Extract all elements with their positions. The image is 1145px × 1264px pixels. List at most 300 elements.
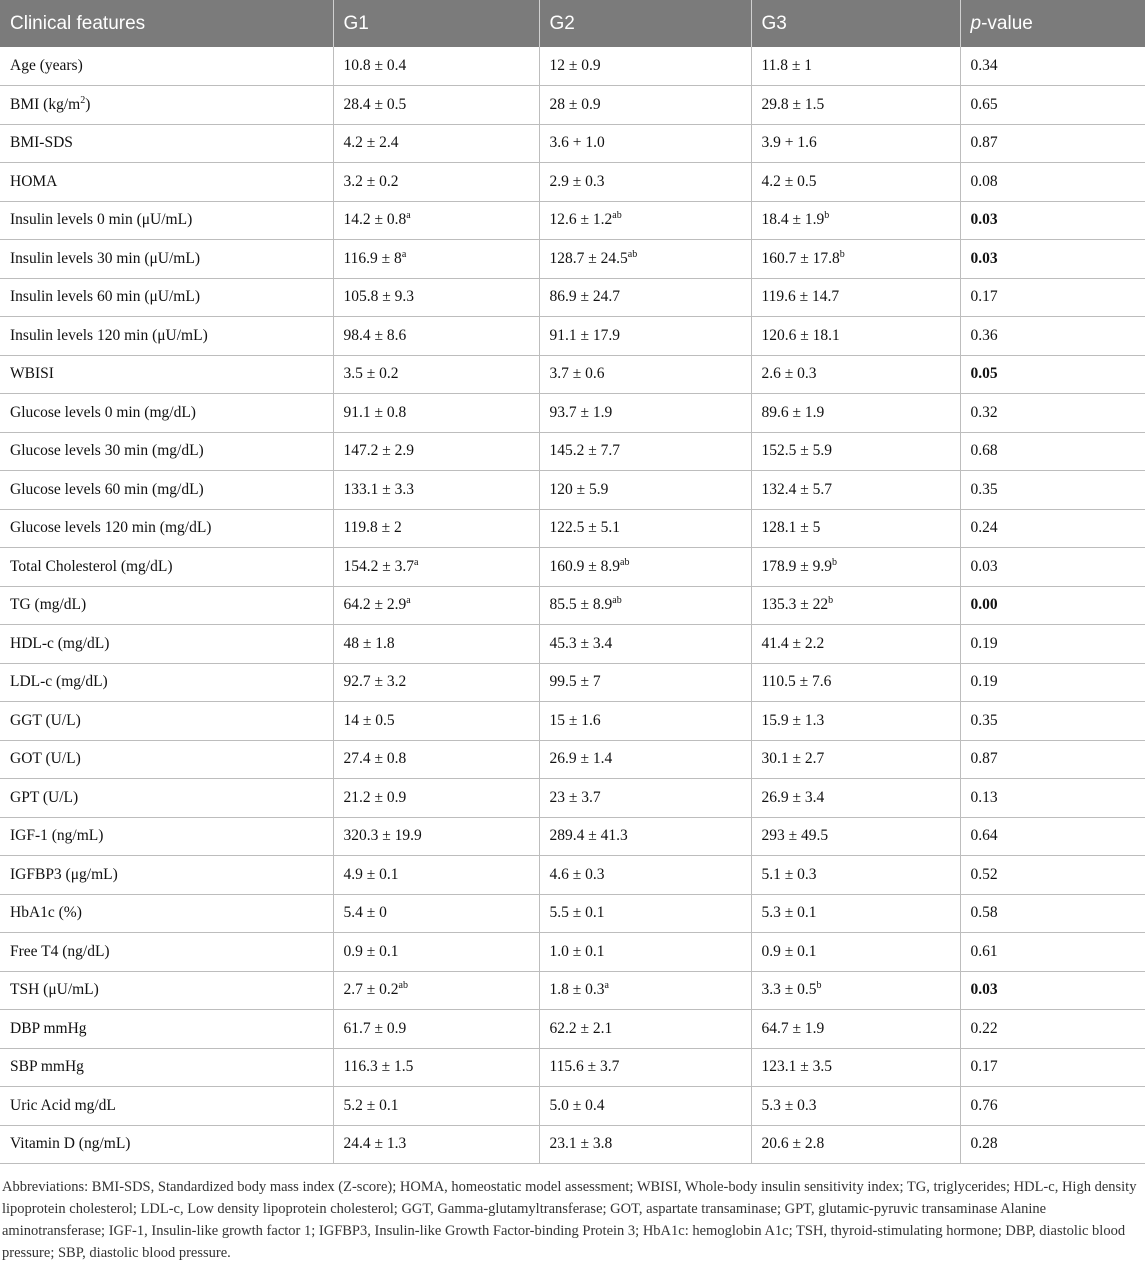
abbreviations-footnote: Abbreviations: BMI-SDS, Standardized body mass index (Z-score); HOMA, homeostatic model assessment; WBISI, Whole-body insulin sensitivity index; TG, triglycerides; HDL-c, High density lipoprotein cholesterol; LDL-c, Low density lipoprotein cholesterol; GGT, Gamma-glutamyltransferase; GOT, aspartate transaminase; GPT, glutamic-pyruvic transaminase Alanine aminotransferase; IGF-1, Insulin-like growth factor 1; IGFBP3, Insulin-like Growth Factor-binding Protein 3; HbA1c: hemoglobin A1c; TSH, thyroid-stimulating hormone; DBP, diastolic blood pressure; SBP, diastolic blood pressure. [2,1179,1137,1261]
cell-g3 [751,471,960,510]
cell-g2-value: 128.7 ± 24.5 [549,249,628,267]
cell-g3 [751,86,960,125]
row-label-text: IGF-1 (ng/mL) [10,827,104,845]
cell-g1 [333,702,539,741]
row-label [0,933,333,972]
cell-g1 [333,394,539,433]
cell-g2-value: 99.5 ± 7 [549,673,601,691]
table-row [0,586,1145,625]
cell-g2 [539,1048,751,1087]
cell-g1-value: 0.9 ± 0.1 [343,942,399,960]
cell-g2-value: 1.8 ± 0.3 [549,981,605,999]
cell-g3 [751,394,960,433]
row-label [0,1010,333,1049]
cell-g2-superscript: a [604,980,609,992]
cell-g2-value: 3.7 ± 0.6 [549,365,605,383]
cell-g3 [751,856,960,895]
row-label-text: Glucose levels 60 min (mg/dL) [10,480,204,498]
row-label [0,625,333,664]
cell-g1 [333,509,539,548]
cell-g3 [751,47,960,86]
cell-g1-value: 21.2 ± 0.9 [343,788,407,806]
cell-g2 [539,779,751,818]
row-label-text: Glucose levels 120 min (mg/dL) [10,519,212,537]
row-label [0,394,333,433]
cell-g1-value: 61.7 ± 0.9 [343,1019,407,1037]
cell-g3-value: 152.5 ± 5.9 [761,442,833,460]
cell-p-value: 0.22 [960,1010,1145,1049]
cell-g1-value: 320.3 ± 19.9 [343,827,422,845]
cell-g2-value: 23 ± 3.7 [549,788,601,806]
cell-g3-value: 41.4 ± 2.2 [761,634,825,652]
cell-g1-value: 2.7 ± 0.2 [343,981,399,999]
cell-g3-value: 132.4 ± 5.7 [761,480,833,498]
cell-g1-value: 4.2 ± 2.4 [343,134,399,152]
cell-g1 [333,1048,539,1087]
row-label [0,317,333,356]
cell-g2-superscript: ab [627,248,638,260]
cell-g1 [333,817,539,856]
row-label-text: Insulin levels 120 min (μU/mL) [10,326,208,344]
cell-g3-value: 160.7 ± 17.8 [761,249,840,267]
table-row [0,971,1145,1010]
row-label-text: Free T4 (ng/dL) [10,942,110,960]
cell-p-value: 0.87 [960,740,1145,779]
cell-p-value: 0.65 [960,86,1145,125]
cell-p-value: 0.17 [960,1048,1145,1087]
cell-g1-value: 147.2 ± 2.9 [343,442,415,460]
cell-g3 [751,1010,960,1049]
row-label-text: Insulin levels 0 min (μU/mL) [10,211,193,229]
row-label-text: HOMA [10,172,58,190]
row-label [0,971,333,1010]
row-label-text: SBP mmHg [10,1058,84,1076]
cell-g1 [333,355,539,394]
cell-g3 [751,278,960,317]
table-row [0,278,1145,317]
row-label [0,240,333,279]
cell-g3-value: 178.9 ± 9.9 [761,557,833,575]
cell-g3-value: 20.6 ± 2.8 [761,1135,825,1153]
row-label [0,278,333,317]
cell-g3-superscript: b [839,248,845,260]
cell-g2 [539,317,751,356]
table-row [0,1048,1145,1087]
cell-p-value: 0.24 [960,509,1145,548]
table-row [0,779,1145,818]
cell-p-value: 0.76 [960,1087,1145,1126]
row-label [0,1087,333,1126]
table-row [0,240,1145,279]
row-label-suffix: ) [85,95,91,113]
cell-g1-value: 10.8 ± 0.4 [343,57,407,74]
table-row [0,856,1145,895]
row-label [0,663,333,702]
cell-p-value: 0.03 [960,548,1145,587]
header-p-value [960,0,1145,47]
cell-g1-value: 3.2 ± 0.2 [343,172,399,190]
cell-g1 [333,471,539,510]
row-label-text: GOT (U/L) [10,750,81,768]
cell-g1 [333,971,539,1010]
row-label [0,471,333,510]
cell-g3-value: 5.1 ± 0.3 [761,865,817,883]
cell-g3-value: 89.6 ± 1.9 [761,403,825,421]
row-label-text: BMI-SDS [10,134,73,152]
table-row [0,86,1145,125]
cell-g3 [751,625,960,664]
cell-g2-value: 86.9 ± 24.7 [549,288,621,306]
row-label-text: WBISI [10,365,54,383]
table-row [0,509,1145,548]
cell-p-value: 0.17 [960,278,1145,317]
row-label-text: Age (years) [10,57,83,74]
cell-g1 [333,586,539,625]
cell-g3-value: 128.1 ± 5 [761,519,821,537]
cell-p-value: 0.61 [960,933,1145,972]
table-row [0,740,1145,779]
cell-p-value: 0.68 [960,432,1145,471]
row-label-superscript: 2 [80,94,86,106]
table-row [0,702,1145,741]
cell-g2-value: 5.5 ± 0.1 [549,904,605,922]
cell-g1 [333,201,539,240]
cell-p-value: 0.36 [960,317,1145,356]
row-label-text: BMI (kg/m [10,95,81,113]
row-label-text: LDL-c (mg/dL) [10,673,108,691]
cell-p-value: 0.05 [960,355,1145,394]
cell-p-value: 0.03 [960,201,1145,240]
cell-g1-value: 4.9 ± 0.1 [343,865,399,883]
cell-g1 [333,740,539,779]
cell-g3-value: 29.8 ± 1.5 [761,95,825,113]
cell-g3 [751,894,960,933]
cell-g3-value: 120.6 ± 18.1 [761,326,840,344]
cell-p-value: 0.35 [960,471,1145,510]
cell-p-value: 0.13 [960,779,1145,818]
cell-g3 [751,817,960,856]
table-row [0,394,1145,433]
row-label [0,779,333,818]
cell-g2 [539,663,751,702]
cell-g2-value: 28 ± 0.9 [549,95,601,113]
row-label [0,740,333,779]
table-row [0,663,1145,702]
cell-g2-value: 115.6 ± 3.7 [549,1058,620,1076]
cell-g2-value: 23.1 ± 3.8 [549,1135,613,1153]
cell-g2 [539,856,751,895]
cell-g1-value: 116.3 ± 1.5 [343,1058,414,1076]
cell-g1-value: 92.7 ± 3.2 [343,673,407,691]
cell-p-value: 0.87 [960,124,1145,163]
cell-g3-value: 18.4 ± 1.9 [761,211,825,229]
cell-g2-value: 120 ± 5.9 [549,480,609,498]
cell-g2 [539,1087,751,1126]
header-g3: G3 [751,0,960,47]
cell-g3-value: 123.1 ± 3.5 [761,1058,833,1076]
row-label [0,817,333,856]
cell-g1 [333,240,539,279]
cell-g2-value: 15 ± 1.6 [549,711,601,729]
cell-g2-value: 85.5 ± 8.9 [549,596,613,614]
table-row [0,1010,1145,1049]
cell-g2-value: 160.9 ± 8.9 [549,557,621,575]
cell-g3-superscript: b [828,595,834,607]
cell-g3 [751,355,960,394]
cell-g2 [539,586,751,625]
cell-p-value: 0.58 [960,894,1145,933]
row-label [0,509,333,548]
cell-p-value: 0.64 [960,817,1145,856]
header-p-letter: p [970,12,982,34]
cell-g3 [751,1087,960,1126]
cell-g1 [333,278,539,317]
cell-p-value: 0.52 [960,856,1145,895]
cell-g1-value: 119.8 ± 2 [343,519,402,537]
cell-g3-value: 4.2 ± 0.5 [761,172,817,190]
cell-g1 [333,124,539,163]
row-label-text: Glucose levels 0 min (mg/dL) [10,403,196,421]
cell-g3 [751,124,960,163]
cell-g1-value: 14.2 ± 0.8 [343,211,407,229]
row-label [0,856,333,895]
cell-g3-value: 119.6 ± 14.7 [761,288,840,306]
cell-g2 [539,740,751,779]
row-label-text: Glucose levels 30 min (mg/dL) [10,442,204,460]
row-label-text: Uric Acid mg/dL [10,1096,116,1114]
row-label-text: HbA1c (%) [10,904,82,922]
row-label [0,1048,333,1087]
row-label [0,124,333,163]
cell-g3-value: 3.9 + 1.6 [761,134,817,152]
cell-p-value: 0.19 [960,625,1145,664]
cell-g2-value: 5.0 ± 0.4 [549,1096,605,1114]
cell-g1-value: 5.4 ± 0 [343,904,387,922]
table-row [0,355,1145,394]
cell-g2-value: 2.9 ± 0.3 [549,172,605,190]
table-row [0,625,1145,664]
row-label [0,47,333,86]
cell-g3-value: 15.9 ± 1.3 [761,711,825,729]
cell-g2-value: 45.3 ± 3.4 [549,634,613,652]
row-label-text: GPT (U/L) [10,788,79,806]
row-label [0,894,333,933]
cell-g1-value: 3.5 ± 0.2 [343,365,399,383]
cell-g3-value: 2.6 ± 0.3 [761,365,817,383]
cell-g2 [539,1010,751,1049]
cell-g1-value: 27.4 ± 0.8 [343,750,407,768]
cell-g3 [751,702,960,741]
cell-g2 [539,1125,751,1164]
header-g1: G1 [333,0,539,47]
row-label-text: GGT (U/L) [10,711,81,729]
cell-g1-value: 28.4 ± 0.5 [343,95,407,113]
cell-g1 [333,625,539,664]
cell-g3-value: 293 ± 49.5 [761,827,829,845]
cell-p-value: 0.32 [960,394,1145,433]
cell-g1-value: 154.2 ± 3.7 [343,557,415,575]
cell-g2-value: 122.5 ± 5.1 [549,519,621,537]
cell-g1-superscript: a [406,595,411,607]
row-label-text: DBP mmHg [10,1019,87,1037]
cell-p-value: 0.03 [960,971,1145,1010]
cell-g1 [333,663,539,702]
cell-g3 [751,1048,960,1087]
table-row [0,317,1145,356]
cell-g1-value: 133.1 ± 3.3 [343,480,415,498]
cell-g2-value: 3.6 + 1.0 [549,134,605,152]
cell-g2-value: 12.6 ± 1.2 [549,211,613,229]
cell-g1-value: 48 ± 1.8 [343,634,395,652]
table-row [0,933,1145,972]
cell-g3-value: 0.9 ± 0.1 [761,942,817,960]
cell-g2 [539,625,751,664]
row-label [0,86,333,125]
cell-g1-value: 5.2 ± 0.1 [343,1096,399,1114]
cell-g3 [751,663,960,702]
cell-g1 [333,933,539,972]
cell-g2 [539,432,751,471]
table-row [0,1087,1145,1126]
cell-p-value: 0.28 [960,1125,1145,1164]
cell-g2 [539,163,751,202]
cell-g3-value: 30.1 ± 2.7 [761,750,825,768]
cell-g2-value: 1.0 ± 0.1 [549,942,605,960]
cell-g1-superscript: a [406,210,411,222]
table-body [0,47,1145,1164]
cell-p-value: 0.34 [960,47,1145,86]
cell-g1-value: 24.4 ± 1.3 [343,1135,407,1153]
cell-g1 [333,432,539,471]
cell-g2 [539,894,751,933]
cell-g2-superscript: ab [612,595,622,607]
table-row [0,1125,1145,1164]
cell-g2 [539,278,751,317]
cell-g2 [539,548,751,587]
cell-g3 [751,317,960,356]
cell-g2-superscript: ab [620,556,630,568]
row-label-text: IGFBP3 (μg/mL) [10,865,118,883]
table-row [0,548,1145,587]
cell-g1 [333,1125,539,1164]
cell-g3-value: 110.5 ± 7.6 [761,673,832,691]
cell-g1 [333,1010,539,1049]
cell-g2 [539,355,751,394]
cell-g1-superscript: a [414,556,419,568]
cell-g2 [539,124,751,163]
cell-g3-value: 26.9 ± 3.4 [761,788,825,806]
cell-g3-value: 64.7 ± 1.9 [761,1019,825,1037]
cell-g1 [333,894,539,933]
cell-g2-value: 12 ± 0.9 [549,57,601,74]
cell-g3 [751,548,960,587]
table-row [0,817,1145,856]
cell-g3 [751,586,960,625]
cell-g3 [751,240,960,279]
header-g2: G2 [539,0,751,47]
row-label-text: TSH (μU/mL) [10,981,99,999]
cell-g1-value: 105.8 ± 9.3 [343,288,415,306]
cell-g3 [751,201,960,240]
row-label [0,432,333,471]
cell-g2-value: 93.7 ± 1.9 [549,403,613,421]
cell-g3 [751,163,960,202]
row-label [0,548,333,587]
table-row [0,124,1145,163]
cell-g2-value: 145.2 ± 7.7 [549,442,621,460]
cell-g2 [539,240,751,279]
cell-g3 [751,509,960,548]
cell-g3-superscript: b [832,556,838,568]
table-row [0,47,1145,86]
cell-g1 [333,779,539,818]
cell-p-value: 0.00 [960,586,1145,625]
row-label [0,702,333,741]
cell-g2 [539,817,751,856]
cell-p-value: 0.19 [960,663,1145,702]
cell-g1-superscript: a [401,248,407,260]
row-label-text: Vitamin D (ng/mL) [10,1135,131,1153]
cell-g3 [751,933,960,972]
cell-g2-superscript: ab [612,210,622,222]
row-label [0,163,333,202]
cell-g3-value: 11.8 ± 1 [761,57,813,74]
cell-g1 [333,548,539,587]
cell-g3 [751,971,960,1010]
cell-p-value: 0.03 [960,240,1145,279]
cell-g2 [539,201,751,240]
cell-g3 [751,779,960,818]
cell-g1-value: 91.1 ± 0.8 [343,403,407,421]
cell-g2 [539,471,751,510]
cell-g2-value: 26.9 ± 1.4 [549,750,613,768]
cell-g3 [751,432,960,471]
cell-g2 [539,702,751,741]
cell-g2-value: 91.1 ± 17.9 [549,326,621,344]
row-label [0,201,333,240]
cell-g1 [333,1087,539,1126]
row-label [0,586,333,625]
cell-g3-superscript: b [816,980,822,992]
cell-g1-value: 14 ± 0.5 [343,711,395,729]
cell-g3 [751,1125,960,1164]
row-label [0,355,333,394]
header-value-suffix: -value [981,12,1033,34]
cell-g3-value: 5.3 ± 0.1 [761,904,817,922]
cell-g3 [751,740,960,779]
row-label-text: Insulin levels 60 min (μU/mL) [10,288,200,306]
cell-g3-superscript: b [824,210,830,222]
table-header-row [0,0,1145,47]
row-label-text: HDL-c (mg/dL) [10,634,110,652]
cell-g2 [539,933,751,972]
cell-g3-value: 135.3 ± 22 [761,596,829,614]
cell-g2-value: 62.2 ± 2.1 [549,1019,613,1037]
cell-g3-value: 5.3 ± 0.3 [761,1096,817,1114]
table-row [0,432,1145,471]
row-label [0,1125,333,1164]
cell-g1 [333,856,539,895]
table-row [0,894,1145,933]
cell-g2 [539,394,751,433]
table-row [0,163,1145,202]
cell-p-value: 0.35 [960,702,1145,741]
cell-g1 [333,317,539,356]
cell-g1-value: 116.9 ± 8 [343,249,402,267]
cell-p-value: 0.08 [960,163,1145,202]
header-clinical-features: Clinical features [0,0,333,47]
cell-g1-value: 64.2 ± 2.9 [343,596,407,614]
